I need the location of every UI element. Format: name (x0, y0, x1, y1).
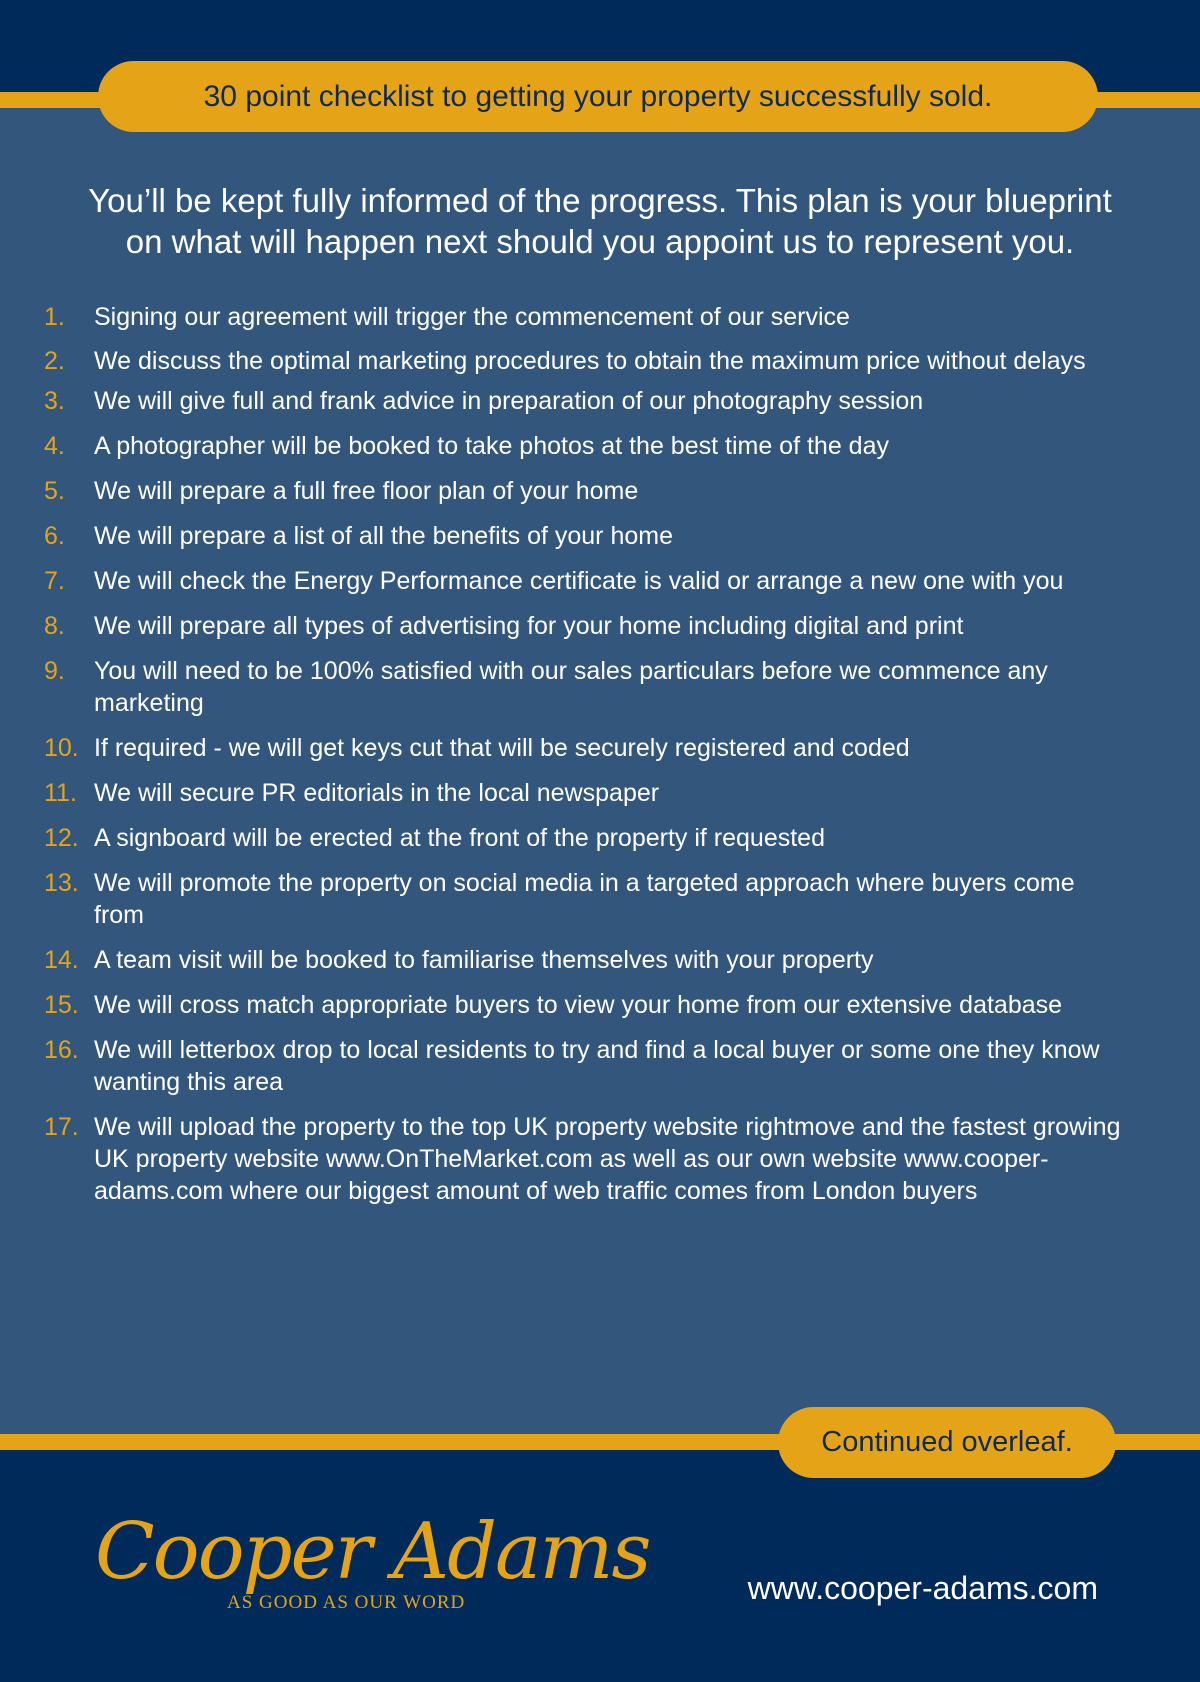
checklist-text: We will prepare a list of all the benefits of your home (94, 522, 673, 550)
checklist-text: We will secure PR editorials in the local newspaper (94, 779, 660, 807)
checklist-text: If required - we will get keys cut that will be securely registered and coded (94, 734, 910, 762)
checklist-number: 5. (44, 477, 65, 505)
checklist-number: 6. (44, 522, 65, 550)
header-banner (98, 61, 1098, 132)
checklist-item (44, 565, 1124, 597)
checklist-number: 14. (44, 946, 79, 974)
checklist-number: 12. (44, 824, 79, 852)
checklist-number: 1. (44, 303, 65, 331)
checklist-number: 16. (44, 1036, 79, 1064)
intro-text (30, 180, 1170, 262)
checklist-number: 13. (44, 869, 79, 897)
checklist-text: We will letterbox drop to local residents to try and find a local buyer or some one they know wanting this area (94, 1036, 1100, 1096)
logo-wordmark: Cooper Adams (95, 1507, 650, 1597)
checklist-number: 15. (44, 991, 79, 1019)
checklist-item (44, 430, 1124, 462)
checklist-text: We will check the Energy Performance certificate is valid or arrange a new one with you (94, 567, 1064, 595)
checklist-item (44, 1034, 1124, 1098)
checklist-item (44, 340, 1124, 383)
checklist-item (44, 989, 1124, 1021)
checklist-text: We will promote the property on social media in a targeted approach where buyers come from (94, 869, 1075, 929)
checklist-number: 3. (44, 387, 65, 415)
checklist-item (44, 655, 1124, 719)
checklist-text: We will prepare a full free floor plan of your home (94, 477, 639, 505)
cooper-adams-logo (95, 1507, 650, 1622)
checklist-number: 2. (44, 347, 65, 375)
checklist-item (44, 867, 1124, 931)
checklist-text: A signboard will be erected at the front of the property if requested (94, 824, 825, 852)
checklist-item (44, 1111, 1124, 1207)
checklist-number: 8. (44, 612, 65, 640)
checklist-item (44, 520, 1124, 552)
checklist-text: You will need to be 100% satisfied with our sales particulars before we commence any marketing (94, 657, 1048, 717)
checklist-text: Signing our agreement will trigger the commencement of our service (94, 303, 850, 331)
intro-line-1: You’ll be kept fully informed of the progress. This plan is your blueprint (88, 182, 1112, 219)
checklist-number: 17. (44, 1113, 79, 1141)
checklist-number: 11. (44, 779, 77, 807)
checklist-text: We will prepare all types of advertising for your home including digital and print (94, 612, 964, 640)
checklist (44, 301, 1124, 1220)
header-banner-text: 30 point checklist to getting your property successfully sold. (203, 79, 993, 113)
checklist-text: A photographer will be booked to take photos at the best time of the day (94, 432, 889, 460)
checklist-text: We will give full and frank advice in preparation of our photography session (94, 387, 924, 415)
checklist-text: A team visit will be booked to familiarise themselves with your property (94, 946, 874, 974)
checklist-item (44, 822, 1124, 854)
checklist-number: 10. (44, 734, 79, 762)
intro-line-2: on what will happen next should you appoint us to represent you. (125, 223, 1075, 260)
checklist-number: 4. (44, 432, 65, 460)
checklist-item (44, 777, 1124, 809)
checklist-item (44, 475, 1124, 507)
checklist-item (44, 944, 1124, 976)
checklist-item (44, 385, 1124, 417)
checklist-number: 7. (44, 567, 65, 595)
continued-badge (778, 1407, 1116, 1478)
checklist-item (44, 610, 1124, 642)
checklist-text: We will upload the property to the top UK property website rightmove and the fastest growing UK property website www.OnTheMarket.com as well as our own website www.cooper-adams.com where our biggest amount of web traffic comes from London buyers (94, 1113, 1121, 1205)
checklist-number: 9. (44, 657, 65, 685)
website-url: www.cooper-adams.com (747, 1570, 1098, 1606)
checklist-text: We discuss the optimal marketing procedures to obtain the maximum price without delays (94, 347, 1086, 375)
checklist-item (44, 732, 1124, 764)
logo-tagline: AS GOOD AS OUR WORD (227, 1592, 466, 1613)
checklist-item (44, 301, 1124, 333)
continued-text: Continued overleaf. (821, 1426, 1073, 1458)
checklist-text: We will cross match appropriate buyers to view your home from our extensive database (94, 991, 1063, 1019)
